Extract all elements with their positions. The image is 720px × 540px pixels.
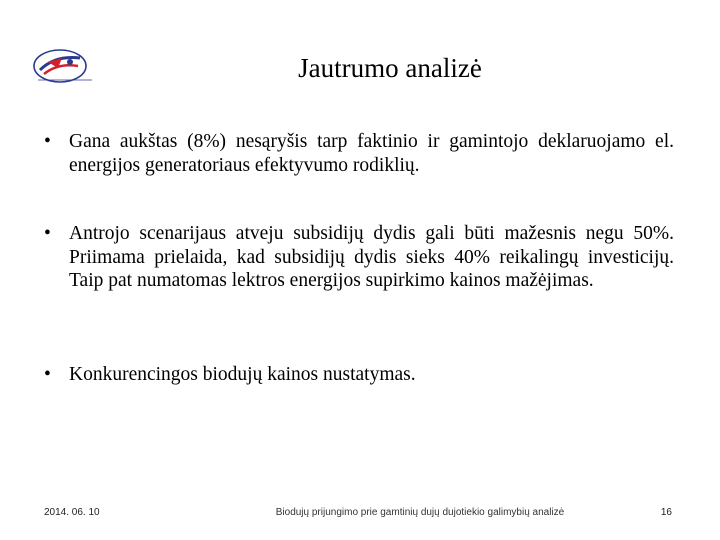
footer-page-number: 16 [660, 507, 672, 518]
organization-logo [30, 44, 100, 92]
bullet-text: Antrojo scenarijaus atveju subsidijų dydis gali būti mažesnis negu 50%. Priimama prielaida, kad subsidijų dydis sieks 40% reikalingų investicijų. Taip pat numatomas lektros energijos supirkimo kainos mažėjimas. [69, 223, 674, 291]
slide-title: Jautrumo analizė [298, 53, 482, 83]
bullet-list [44, 130, 674, 387]
footer-date: 2014. 06. 10 [44, 507, 100, 518]
bullet-marker: • [44, 131, 51, 152]
bullet-text: Gana aukštas (8%) nesąryšis tarp faktinio ir gamintojo deklaruojamo el. energijos generatoriaus efektyvumo rodiklių. [69, 131, 674, 176]
bullet-text: Konkurencingos biodujų kainos nustatymas. [69, 364, 416, 385]
logo-emblem [30, 44, 100, 92]
bullet-marker: • [44, 223, 51, 244]
footer-title: Biodujų prijungimo prie gamtinių dujų dujotiekio galimybių analizė [275, 507, 565, 518]
bullet-item [44, 363, 674, 387]
bullet-item [44, 130, 674, 222]
bullet-marker: • [44, 364, 51, 385]
bullet-item [44, 222, 674, 363]
